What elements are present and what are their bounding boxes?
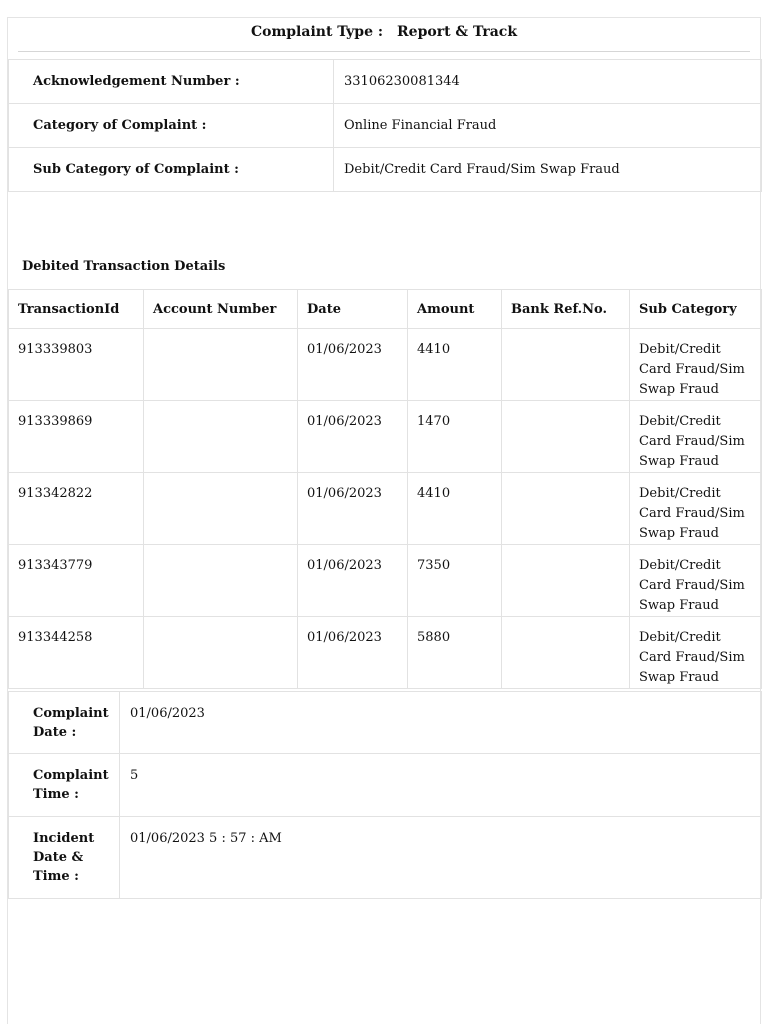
complaint-date-row — [9, 692, 762, 754]
complaint-summary-table — [8, 59, 762, 192]
amount-cell: 4410 — [408, 473, 502, 545]
transactions-header-row — [9, 290, 762, 329]
complaint-dates-table — [8, 691, 762, 899]
acknowledgement-label: Acknowledgement Number : — [9, 60, 334, 104]
complaint-type-heading — [18, 18, 750, 52]
transactions-title: Debited Transaction Details — [22, 259, 226, 274]
table-row — [9, 617, 762, 689]
transaction-id-cell: 913344258 — [9, 617, 144, 689]
date-cell: 01/06/2023 — [298, 473, 408, 545]
bank-ref-cell — [502, 401, 630, 473]
account-number-cell — [144, 329, 298, 401]
complaint-type-label: Complaint Type : — [250, 24, 384, 40]
column-header-bank-ref: Bank Ref.No. — [502, 290, 630, 329]
complaint-type-value: Report & Track — [397, 24, 518, 40]
complaint-time-label: Complaint Time : — [9, 754, 120, 817]
transactions-table — [8, 289, 762, 689]
bank-ref-cell — [502, 329, 630, 401]
complaint-time-value: 5 — [120, 754, 762, 817]
summary-row-category — [9, 104, 762, 148]
transaction-id-cell: 913342822 — [9, 473, 144, 545]
column-header-amount: Amount — [408, 290, 502, 329]
amount-cell: 1470 — [408, 401, 502, 473]
subcategory-label: Sub Category of Complaint : — [9, 148, 334, 192]
complaint-document — [7, 17, 761, 1024]
amount-cell: 4410 — [408, 329, 502, 401]
sub-category-cell: Debit/Credit Card Fraud/Sim Swap Fraud — [630, 617, 762, 689]
sub-category-cell: Debit/Credit Card Fraud/Sim Swap Fraud — [630, 545, 762, 617]
acknowledgement-value: 33106230081344 — [334, 60, 762, 104]
column-header-account-number: Account Number — [144, 290, 298, 329]
column-header-sub-category: Sub Category — [630, 290, 762, 329]
transaction-id-cell: 913339869 — [9, 401, 144, 473]
summary-row-subcategory — [9, 148, 762, 192]
account-number-cell — [144, 473, 298, 545]
account-number-cell — [144, 617, 298, 689]
bank-ref-cell — [502, 473, 630, 545]
column-header-transaction-id: TransactionId — [9, 290, 144, 329]
amount-cell: 7350 — [408, 545, 502, 617]
table-row — [9, 329, 762, 401]
column-header-date: Date — [298, 290, 408, 329]
table-row — [9, 545, 762, 617]
complaint-date-label: Complaint Date : — [9, 692, 120, 754]
date-cell: 01/06/2023 — [298, 545, 408, 617]
account-number-cell — [144, 545, 298, 617]
account-number-cell — [144, 401, 298, 473]
table-row — [9, 473, 762, 545]
complaint-date-value: 01/06/2023 — [120, 692, 762, 754]
incident-datetime-label: Incident Date & Time : — [9, 817, 120, 899]
table-row — [9, 401, 762, 473]
sub-category-cell: Debit/Credit Card Fraud/Sim Swap Fraud — [630, 329, 762, 401]
bank-ref-cell — [502, 617, 630, 689]
incident-datetime-value: 01/06/2023 5 : 57 : AM — [120, 817, 762, 899]
date-cell: 01/06/2023 — [298, 617, 408, 689]
transaction-id-cell: 913343779 — [9, 545, 144, 617]
bank-ref-cell — [502, 545, 630, 617]
complaint-time-row — [9, 754, 762, 817]
sub-category-cell: Debit/Credit Card Fraud/Sim Swap Fraud — [630, 473, 762, 545]
transaction-id-cell: 913339803 — [9, 329, 144, 401]
date-cell: 01/06/2023 — [298, 329, 408, 401]
sub-category-cell: Debit/Credit Card Fraud/Sim Swap Fraud — [630, 401, 762, 473]
date-cell: 01/06/2023 — [298, 401, 408, 473]
category-value: Online Financial Fraud — [334, 104, 762, 148]
amount-cell: 5880 — [408, 617, 502, 689]
category-label: Category of Complaint : — [9, 104, 334, 148]
summary-row-acknowledgement — [9, 60, 762, 104]
incident-datetime-row — [9, 817, 762, 899]
subcategory-value: Debit/Credit Card Fraud/Sim Swap Fraud — [334, 148, 762, 192]
